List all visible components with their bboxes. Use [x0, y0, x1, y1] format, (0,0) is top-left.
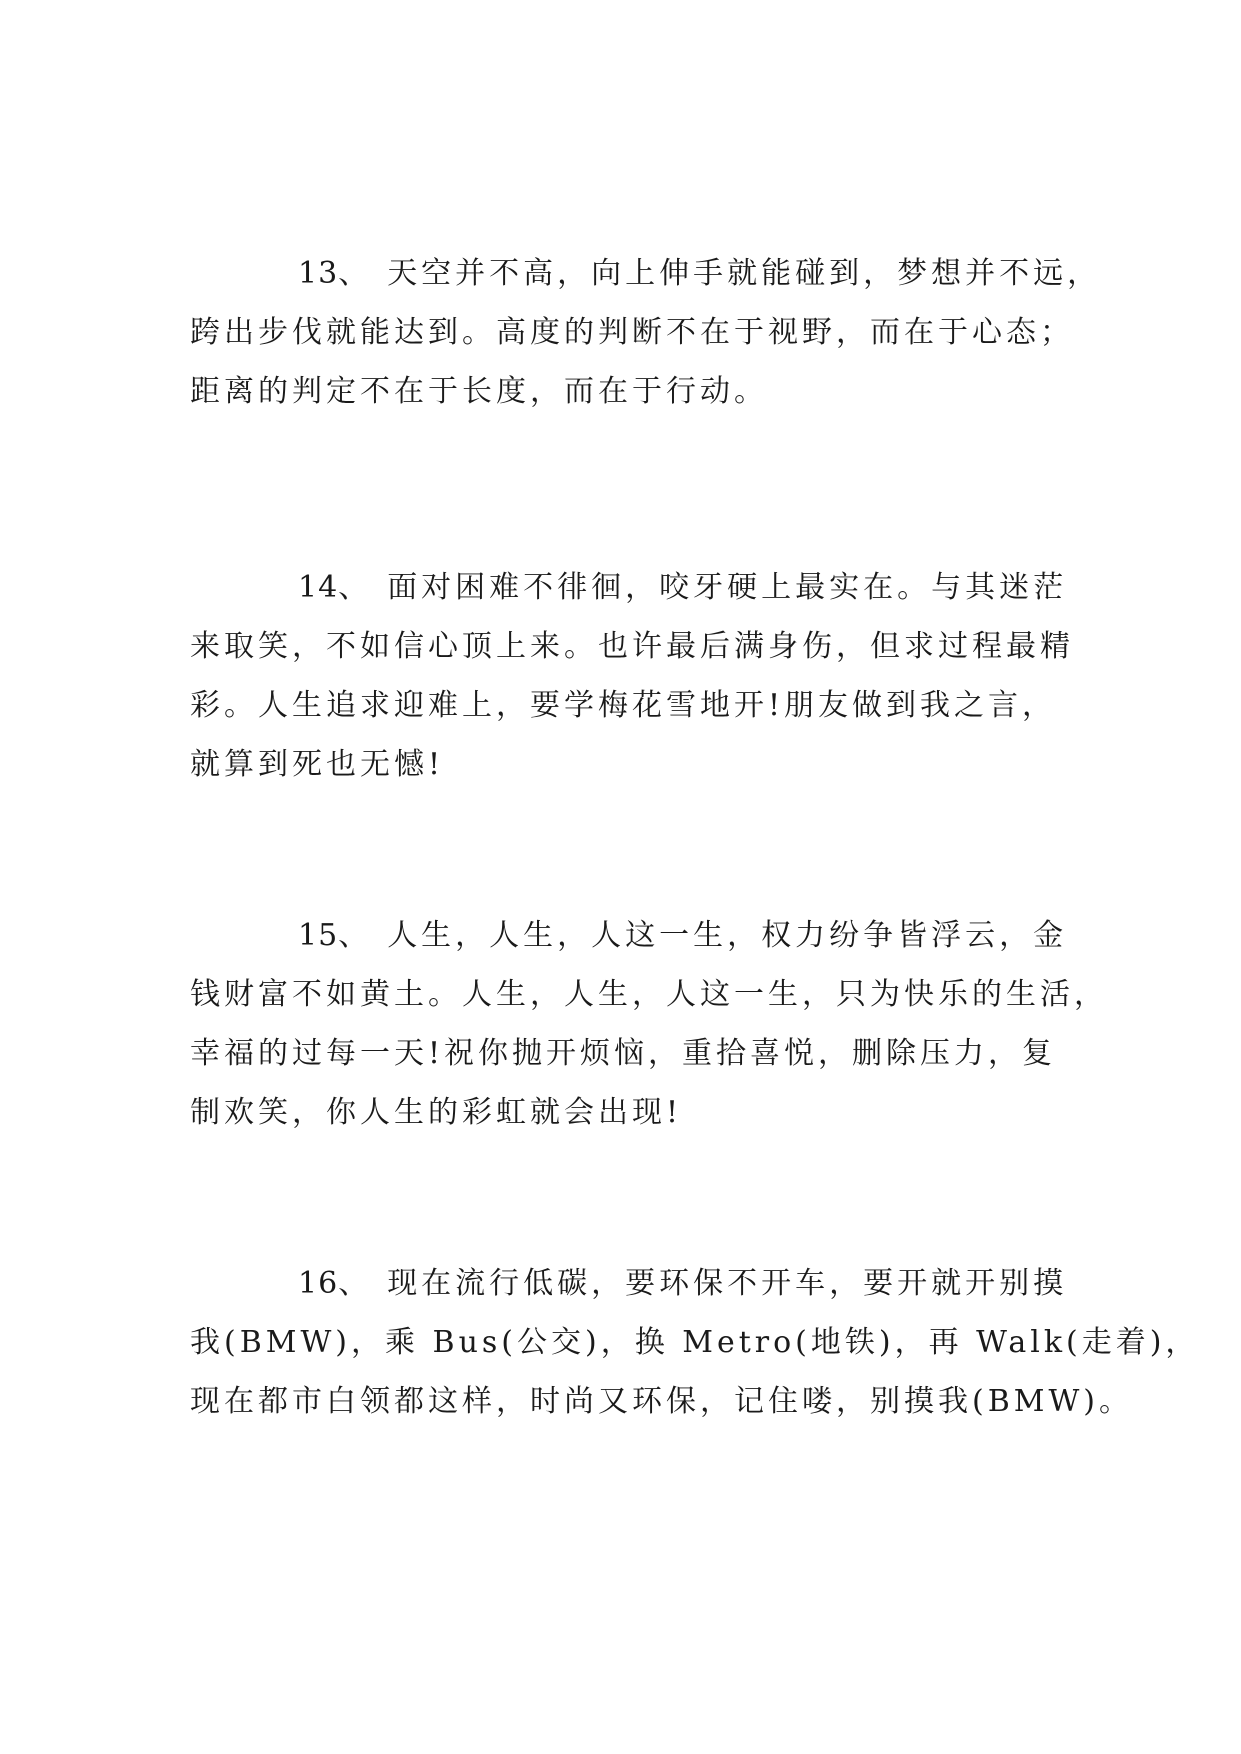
- paragraph-number: 15、: [298, 918, 370, 953]
- paragraph-line: [190, 244, 1102, 303]
- paragraph-line: 来取笑，不如信心顶上来。也许最后满身伤，但求过程最精: [190, 629, 1074, 664]
- paragraph-line: [190, 1254, 1070, 1313]
- paragraph-line: 距离的判定不在于长度，而在于行动。: [190, 374, 768, 409]
- paragraph-line: 现在都市白领都这样，时尚又环保，记住喽，别摸我(BMW)。: [190, 1384, 1134, 1419]
- paragraph-line: [190, 906, 1070, 965]
- paragraph-13: [190, 244, 1102, 421]
- paragraph-line: 彩。人生追求迎难上，要学梅花雪地开!朋友做到我之言，: [190, 688, 1057, 723]
- paragraph-line: 幸福的过每一天!祝你抛开烦恼，重拾喜悦，删除压力，复: [190, 1036, 1057, 1071]
- paragraph-number: 16、: [298, 1266, 370, 1301]
- paragraph-text: 人生，人生，人这一生，权力纷争皆浮云，金: [387, 918, 1068, 953]
- paragraph-16: [190, 1254, 1200, 1431]
- paragraph-line: 制欢笑，你人生的彩虹就会出现!: [190, 1095, 683, 1130]
- paragraph-number: 14、: [298, 570, 370, 605]
- paragraph-line: [190, 558, 1070, 617]
- paragraph-number: 13、: [298, 256, 370, 291]
- paragraph-15: [190, 906, 1108, 1142]
- paragraph-text: 天空并不高，向上伸手就能碰到，梦想并不远，: [387, 256, 1102, 291]
- paragraph-line: 我(BMW)，乘 Bus(公交)，换 Metro(地铁)，再 Walk(走着)，: [190, 1325, 1200, 1360]
- paragraph-text: 面对困难不徘徊，咬牙硬上最实在。与其迷茫: [387, 570, 1068, 605]
- paragraph-line: 就算到死也无憾!: [190, 747, 445, 782]
- paragraph-text: 现在流行低碳，要环保不开车，要开就开别摸: [387, 1266, 1068, 1301]
- paragraph-14: [190, 558, 1074, 794]
- paragraph-line: 钱财富不如黄土。人生，人生，人这一生，只为快乐的生活，: [190, 977, 1108, 1012]
- paragraph-line: 跨出步伐就能达到。高度的判断不在于视野，而在于心态；: [190, 315, 1074, 350]
